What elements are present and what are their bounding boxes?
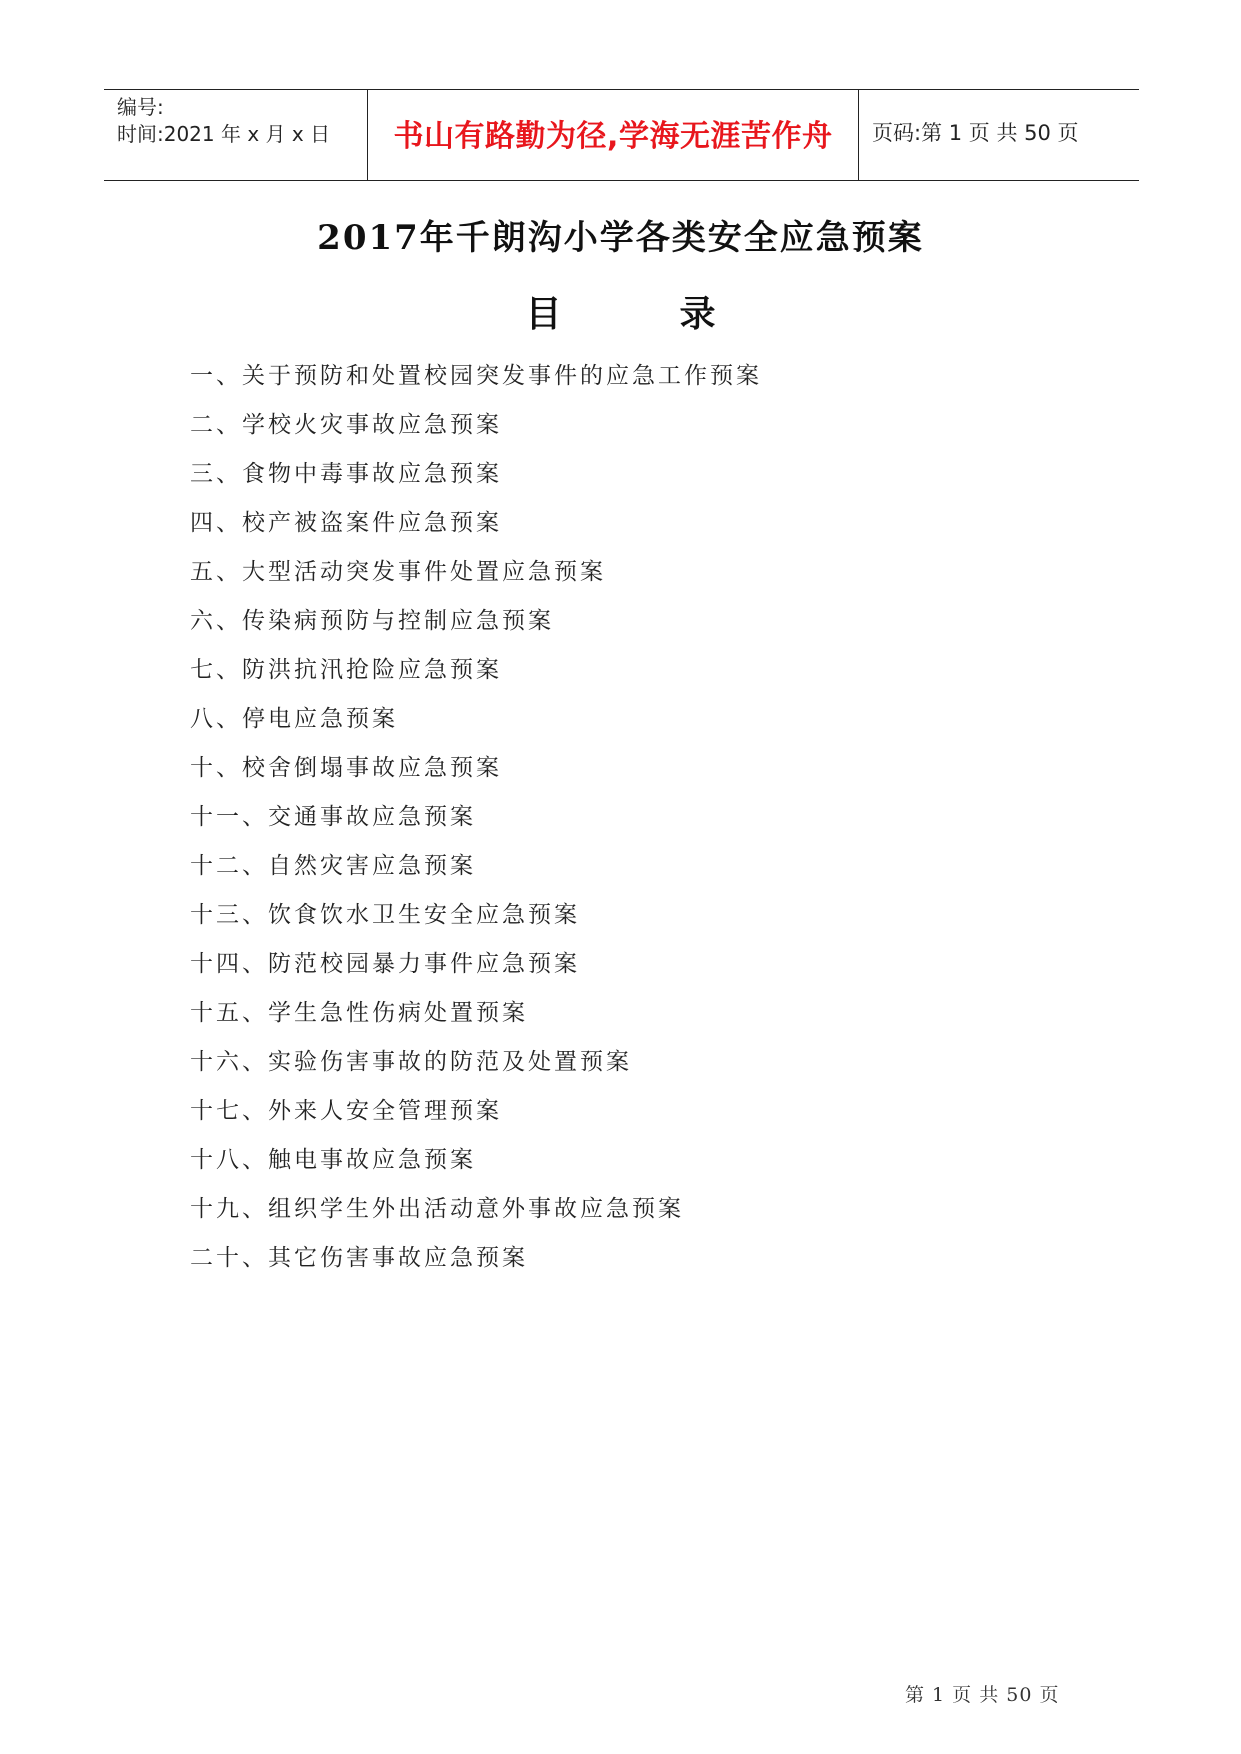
toc-item: 十六、实验伤害事故的防范及处置预案 <box>190 1049 632 1075</box>
toc-heading-right: 录 <box>679 293 716 335</box>
toc-item: 十五、学生急性伤病处置预案 <box>190 1000 528 1026</box>
header-page-cell <box>859 90 1139 180</box>
toc-item: 十三、饮食饮水卫生安全应急预案 <box>190 902 580 928</box>
toc-item: 二十、其它伤害事故应急预案 <box>190 1245 528 1271</box>
header-meta-cell <box>104 90 368 180</box>
table-of-contents <box>190 352 762 1283</box>
header-motto-cell <box>368 90 859 180</box>
toc-item: 十七、外来人安全管理预案 <box>190 1098 502 1124</box>
toc-item: 十八、触电事故应急预案 <box>190 1147 476 1173</box>
toc-item: 七、防洪抗汛抢险应急预案 <box>190 657 502 683</box>
toc-item: 四、校产被盗案件应急预案 <box>190 510 502 536</box>
toc-item: 十一、交通事故应急预案 <box>190 804 476 830</box>
document-time-label: 时间:2021 年 x 月 x 日 <box>117 122 331 146</box>
document-title: 2017年千朗沟小学各类安全应急预案 <box>317 218 924 258</box>
page-header <box>104 89 1139 181</box>
toc-item: 十二、自然灾害应急预案 <box>190 853 476 879</box>
toc-item: 六、传染病预防与控制应急预案 <box>190 608 554 634</box>
header-page-info: 页码:第 1 页 共 50 页 <box>872 121 1079 145</box>
toc-item: 十四、防范校园暴力事件应急预案 <box>190 951 580 977</box>
header-motto: 书山有路勤为径,学海无涯苦作舟 <box>393 119 833 154</box>
toc-item: 五、大型活动突发事件处置应急预案 <box>190 559 606 585</box>
toc-item: 十、校舍倒塌事故应急预案 <box>190 755 502 781</box>
toc-item: 二、学校火灾事故应急预案 <box>190 412 502 438</box>
document-number-label: 编号: <box>117 95 164 119</box>
page-footer: 第 1 页 共 50 页 <box>905 1684 1060 1706</box>
toc-item: 一、关于预防和处置校园突发事件的应急工作预案 <box>190 363 762 389</box>
toc-item: 三、食物中毒事故应急预案 <box>190 461 502 487</box>
toc-item: 十九、组织学生外出活动意外事故应急预案 <box>190 1196 684 1222</box>
toc-heading <box>0 286 1241 337</box>
toc-item: 八、停电应急预案 <box>190 706 398 732</box>
toc-heading-left: 目 <box>525 293 562 335</box>
